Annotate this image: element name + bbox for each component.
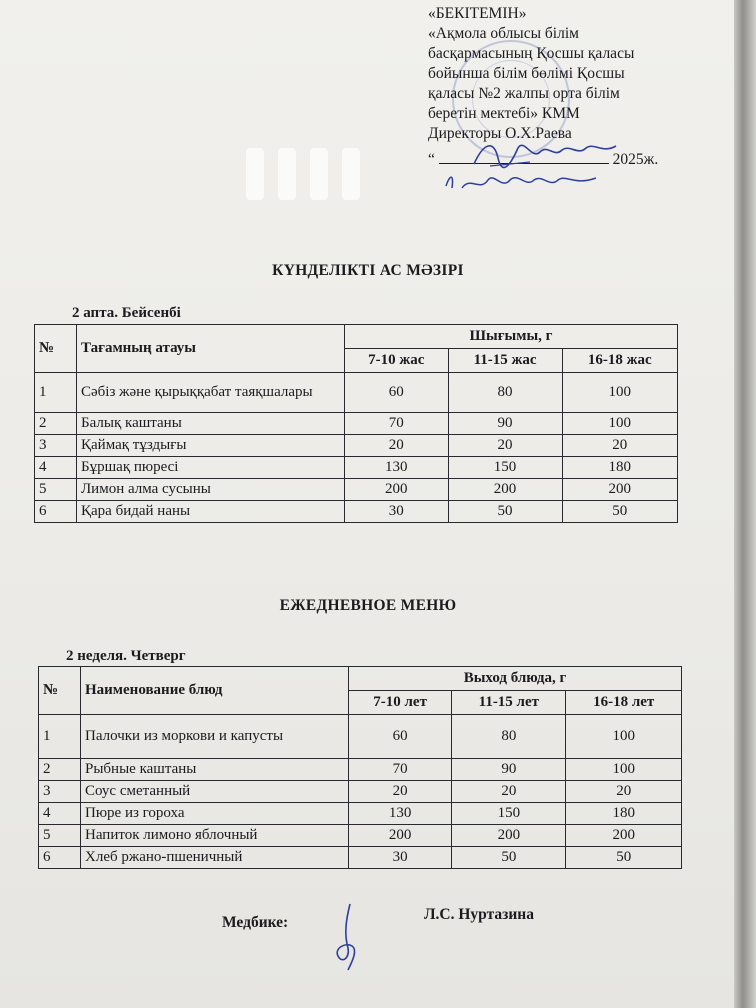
portion-value: 20 (349, 781, 452, 803)
portion-value: 20 (566, 781, 682, 803)
light-reflection (342, 148, 360, 200)
light-reflection (310, 148, 328, 200)
portion-value: 180 (562, 457, 677, 479)
nurse-label: Медбике: (222, 914, 289, 931)
row-number: 2 (35, 413, 77, 435)
approval-line: бойынша білім бөлімі Қосшы (428, 65, 625, 82)
kz-header-no: № (35, 325, 77, 373)
kz-header-yield: Шығымы, г (345, 325, 678, 349)
row-number: 4 (35, 457, 77, 479)
dish-name: Қара бидай наны (77, 501, 345, 523)
table-row (39, 825, 682, 847)
light-reflection (246, 148, 264, 200)
row-number: 1 (39, 715, 81, 759)
dish-name: Лимон алма сусыны (77, 479, 345, 501)
dish-name: Бұршақ пюресі (77, 457, 345, 479)
dish-name: Балық каштаны (77, 413, 345, 435)
table-row (39, 803, 682, 825)
portion-value: 50 (452, 847, 566, 869)
table-row (35, 479, 678, 501)
table-row (35, 373, 678, 413)
portion-value: 70 (345, 413, 449, 435)
dish-name: Соус сметанный (81, 781, 349, 803)
row-number: 5 (35, 479, 77, 501)
portion-value: 180 (566, 803, 682, 825)
portion-value: 60 (345, 373, 449, 413)
table-row (35, 457, 678, 479)
portion-value: 60 (349, 715, 452, 759)
ru-header-no: № (39, 667, 81, 715)
portion-value: 200 (448, 479, 562, 501)
portion-value: 90 (448, 413, 562, 435)
table-row (35, 501, 678, 523)
table-row (39, 759, 682, 781)
dish-name: Палочки из моркови и капусты (81, 715, 349, 759)
ru-age-group: 16-18 лет (566, 691, 682, 715)
ru-day-label: 2 неделя. Четверг (66, 648, 186, 664)
row-number: 5 (39, 825, 81, 847)
portion-value: 100 (562, 373, 677, 413)
ru-age-group: 11-15 лет (452, 691, 566, 715)
approval-line: басқармасының Қосшы қаласы (428, 45, 635, 62)
approval-line: қаласы №2 жалпы орта білім (428, 85, 620, 102)
kz-header-name: Тағамның атауы (77, 325, 345, 373)
approval-line: беретін мектебі» КММ (428, 105, 580, 122)
approval-line: «Ақмола облысы білім (428, 25, 579, 42)
kz-menu-table (34, 324, 678, 523)
portion-value: 200 (562, 479, 677, 501)
portion-value: 200 (566, 825, 682, 847)
kz-age-group: 7-10 жас (345, 349, 449, 373)
row-number: 3 (35, 435, 77, 457)
nurse-signature (330, 900, 370, 972)
dish-name: Рыбные каштаны (81, 759, 349, 781)
table-row (39, 781, 682, 803)
portion-value: 50 (448, 501, 562, 523)
table-row (39, 715, 682, 759)
ru-header-yield: Выход блюда, г (349, 667, 682, 691)
light-reflection (278, 148, 296, 200)
portion-value: 200 (345, 479, 449, 501)
portion-value: 200 (349, 825, 452, 847)
kz-age-group: 11-15 жас (448, 349, 562, 373)
row-number: 2 (39, 759, 81, 781)
dish-name: Сәбіз және қырыққабат таяқшалары (77, 373, 345, 413)
portion-value: 30 (349, 847, 452, 869)
table-row (39, 847, 682, 869)
dish-name: Қаймақ тұздығы (77, 435, 345, 457)
portion-value: 20 (448, 435, 562, 457)
portion-value: 150 (448, 457, 562, 479)
handwritten-date (424, 166, 624, 196)
kz-age-group: 16-18 жас (562, 349, 677, 373)
dish-name: Пюре из гороха (81, 803, 349, 825)
ru-header-name: Наименование блюд (81, 667, 349, 715)
portion-value: 30 (345, 501, 449, 523)
dish-name: Хлеб ржано-пшеничный (81, 847, 349, 869)
portion-value: 200 (452, 825, 566, 847)
portion-value: 100 (562, 413, 677, 435)
portion-value: 130 (345, 457, 449, 479)
row-number: 3 (39, 781, 81, 803)
table-row (35, 413, 678, 435)
portion-value: 50 (562, 501, 677, 523)
row-number: 1 (35, 373, 77, 413)
portion-value: 80 (452, 715, 566, 759)
director-line: Директоры О.Х.Раева (428, 125, 572, 142)
kz-day-label: 2 апта. Бейсенбі (72, 305, 181, 321)
row-number: 4 (39, 803, 81, 825)
date-open-quote: “ (428, 151, 435, 168)
ru-age-group: 7-10 лет (349, 691, 452, 715)
portion-value: 50 (566, 847, 682, 869)
portion-value: 130 (349, 803, 452, 825)
kz-menu-title: КҮНДЕЛІКТІ АС МӘЗІРІ (272, 262, 464, 279)
portion-value: 150 (452, 803, 566, 825)
portion-value: 20 (345, 435, 449, 457)
portion-value: 100 (566, 759, 682, 781)
row-number: 6 (39, 847, 81, 869)
ru-menu-table (38, 666, 682, 869)
dish-name: Напиток лимоно яблочный (81, 825, 349, 847)
portion-value: 20 (452, 781, 566, 803)
row-number: 6 (35, 501, 77, 523)
portion-value: 70 (349, 759, 452, 781)
table-row (35, 435, 678, 457)
portion-value: 90 (452, 759, 566, 781)
portion-value: 100 (566, 715, 682, 759)
board-frame (734, 0, 756, 1008)
portion-value: 80 (448, 373, 562, 413)
portion-value: 20 (562, 435, 677, 457)
date-year: 2025ж. (612, 151, 659, 168)
nurse-name: Л.С. Нуртазина (424, 906, 534, 923)
approval-heading: «БЕКІТЕМІН» (428, 5, 527, 22)
ru-menu-title: ЕЖЕДНЕВНОЕ МЕНЮ (279, 597, 457, 614)
